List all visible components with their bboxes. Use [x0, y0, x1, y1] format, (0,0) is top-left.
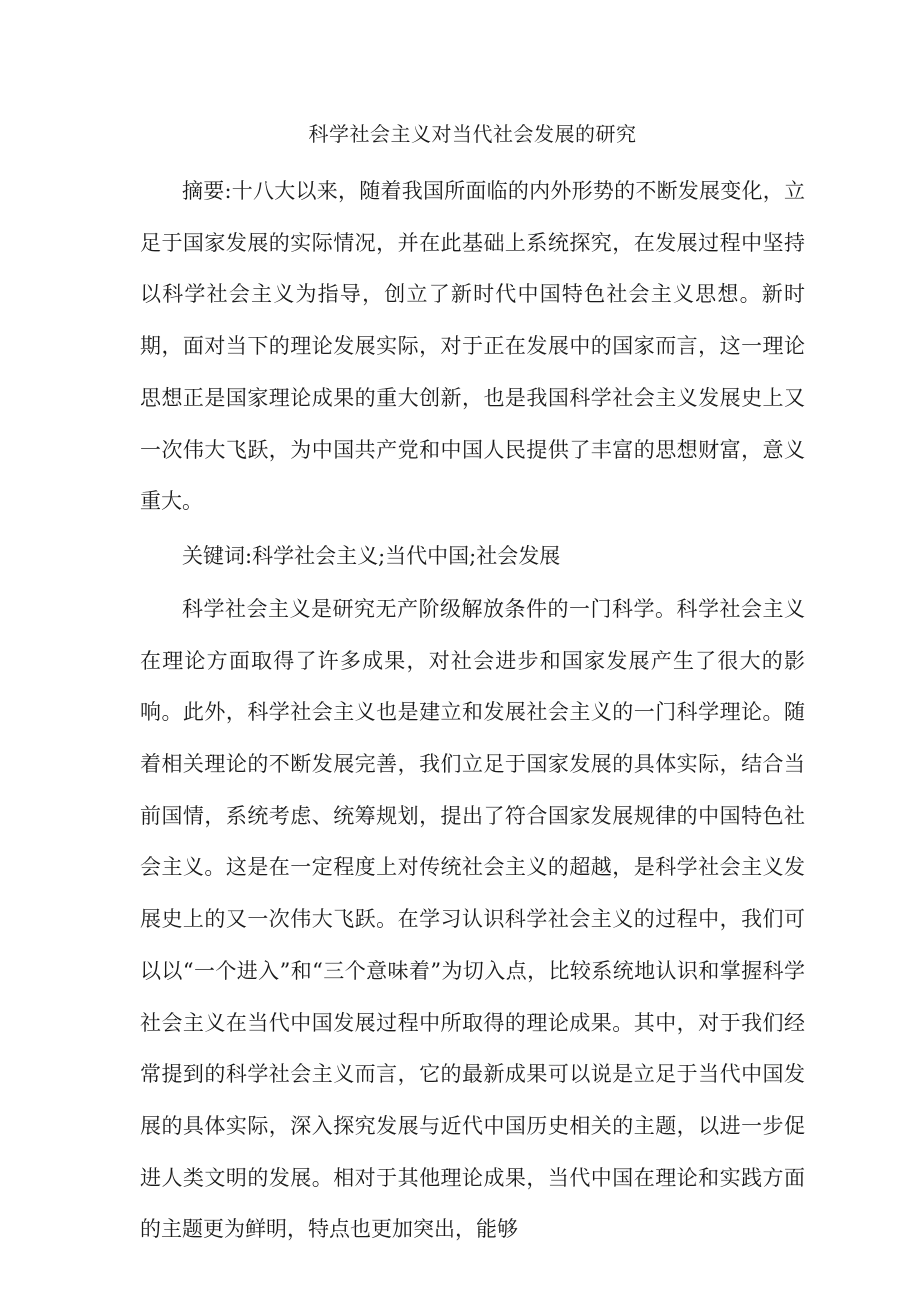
body-paragraph: 科学社会主义是研究无产阶级解放条件的一门科学。科学社会主义在理论方面取得了许多成果，对社会进步和国家发展产生了很大的影响。此外，科学社会主义也是建立和发展社会主义的一门科学理论。随着相关理论的不断发展完善，我们立足于国家发展的具体实际，结合当前国情，系统考虑、统筹规划，提出了符合国家发展规律的中国特色社会主义。这是在一定程度上对传统社会主义的超越，是科学社会主义发展史上的又一次伟大飞跃。在学习认识科学社会主义的过程中，我们可以以“一个进入”和“三个意味着”为切入点，比较系统地认识和掌握科学社会主义在当代中国发展过程中所取得的理论成果。其中，对于我们经常提到的科学社会主义而言，它的最新成果可以说是立足于当代中国发展的具体实际，深入探究发展与近代中国历史相关的主题，以进一步促进人类文明的发展。相对于其他理论成果，当代中国在理论和实践方面的主题更为鲜明，特点也更加突出，能够: [140, 596, 805, 1242]
abstract-paragraph: 摘要:十八大以来，随着我国所面临的内外形势的不断发展变化，立足于国家发展的实际情况，并在此基础上系统探究，在发展过程中坚持以科学社会主义为指导，创立了新时代中国特色社会主义思想。新时期，面对当下的理论发展实际，对于正在发展中的国家而言，这一理论思想正是国家理论成果的重大创新，也是我国科学社会主义发展史上又一次伟大飞跃，为中国共产党和中国人民提供了丰富的思想财富，意义重大。: [140, 179, 805, 514]
document-content: [140, 114, 805, 1256]
document-title: 科学社会主义对当代社会发展的研究: [308, 122, 637, 146]
keywords-paragraph: 关键词:科学社会主义;当代中国;社会发展: [182, 543, 561, 568]
